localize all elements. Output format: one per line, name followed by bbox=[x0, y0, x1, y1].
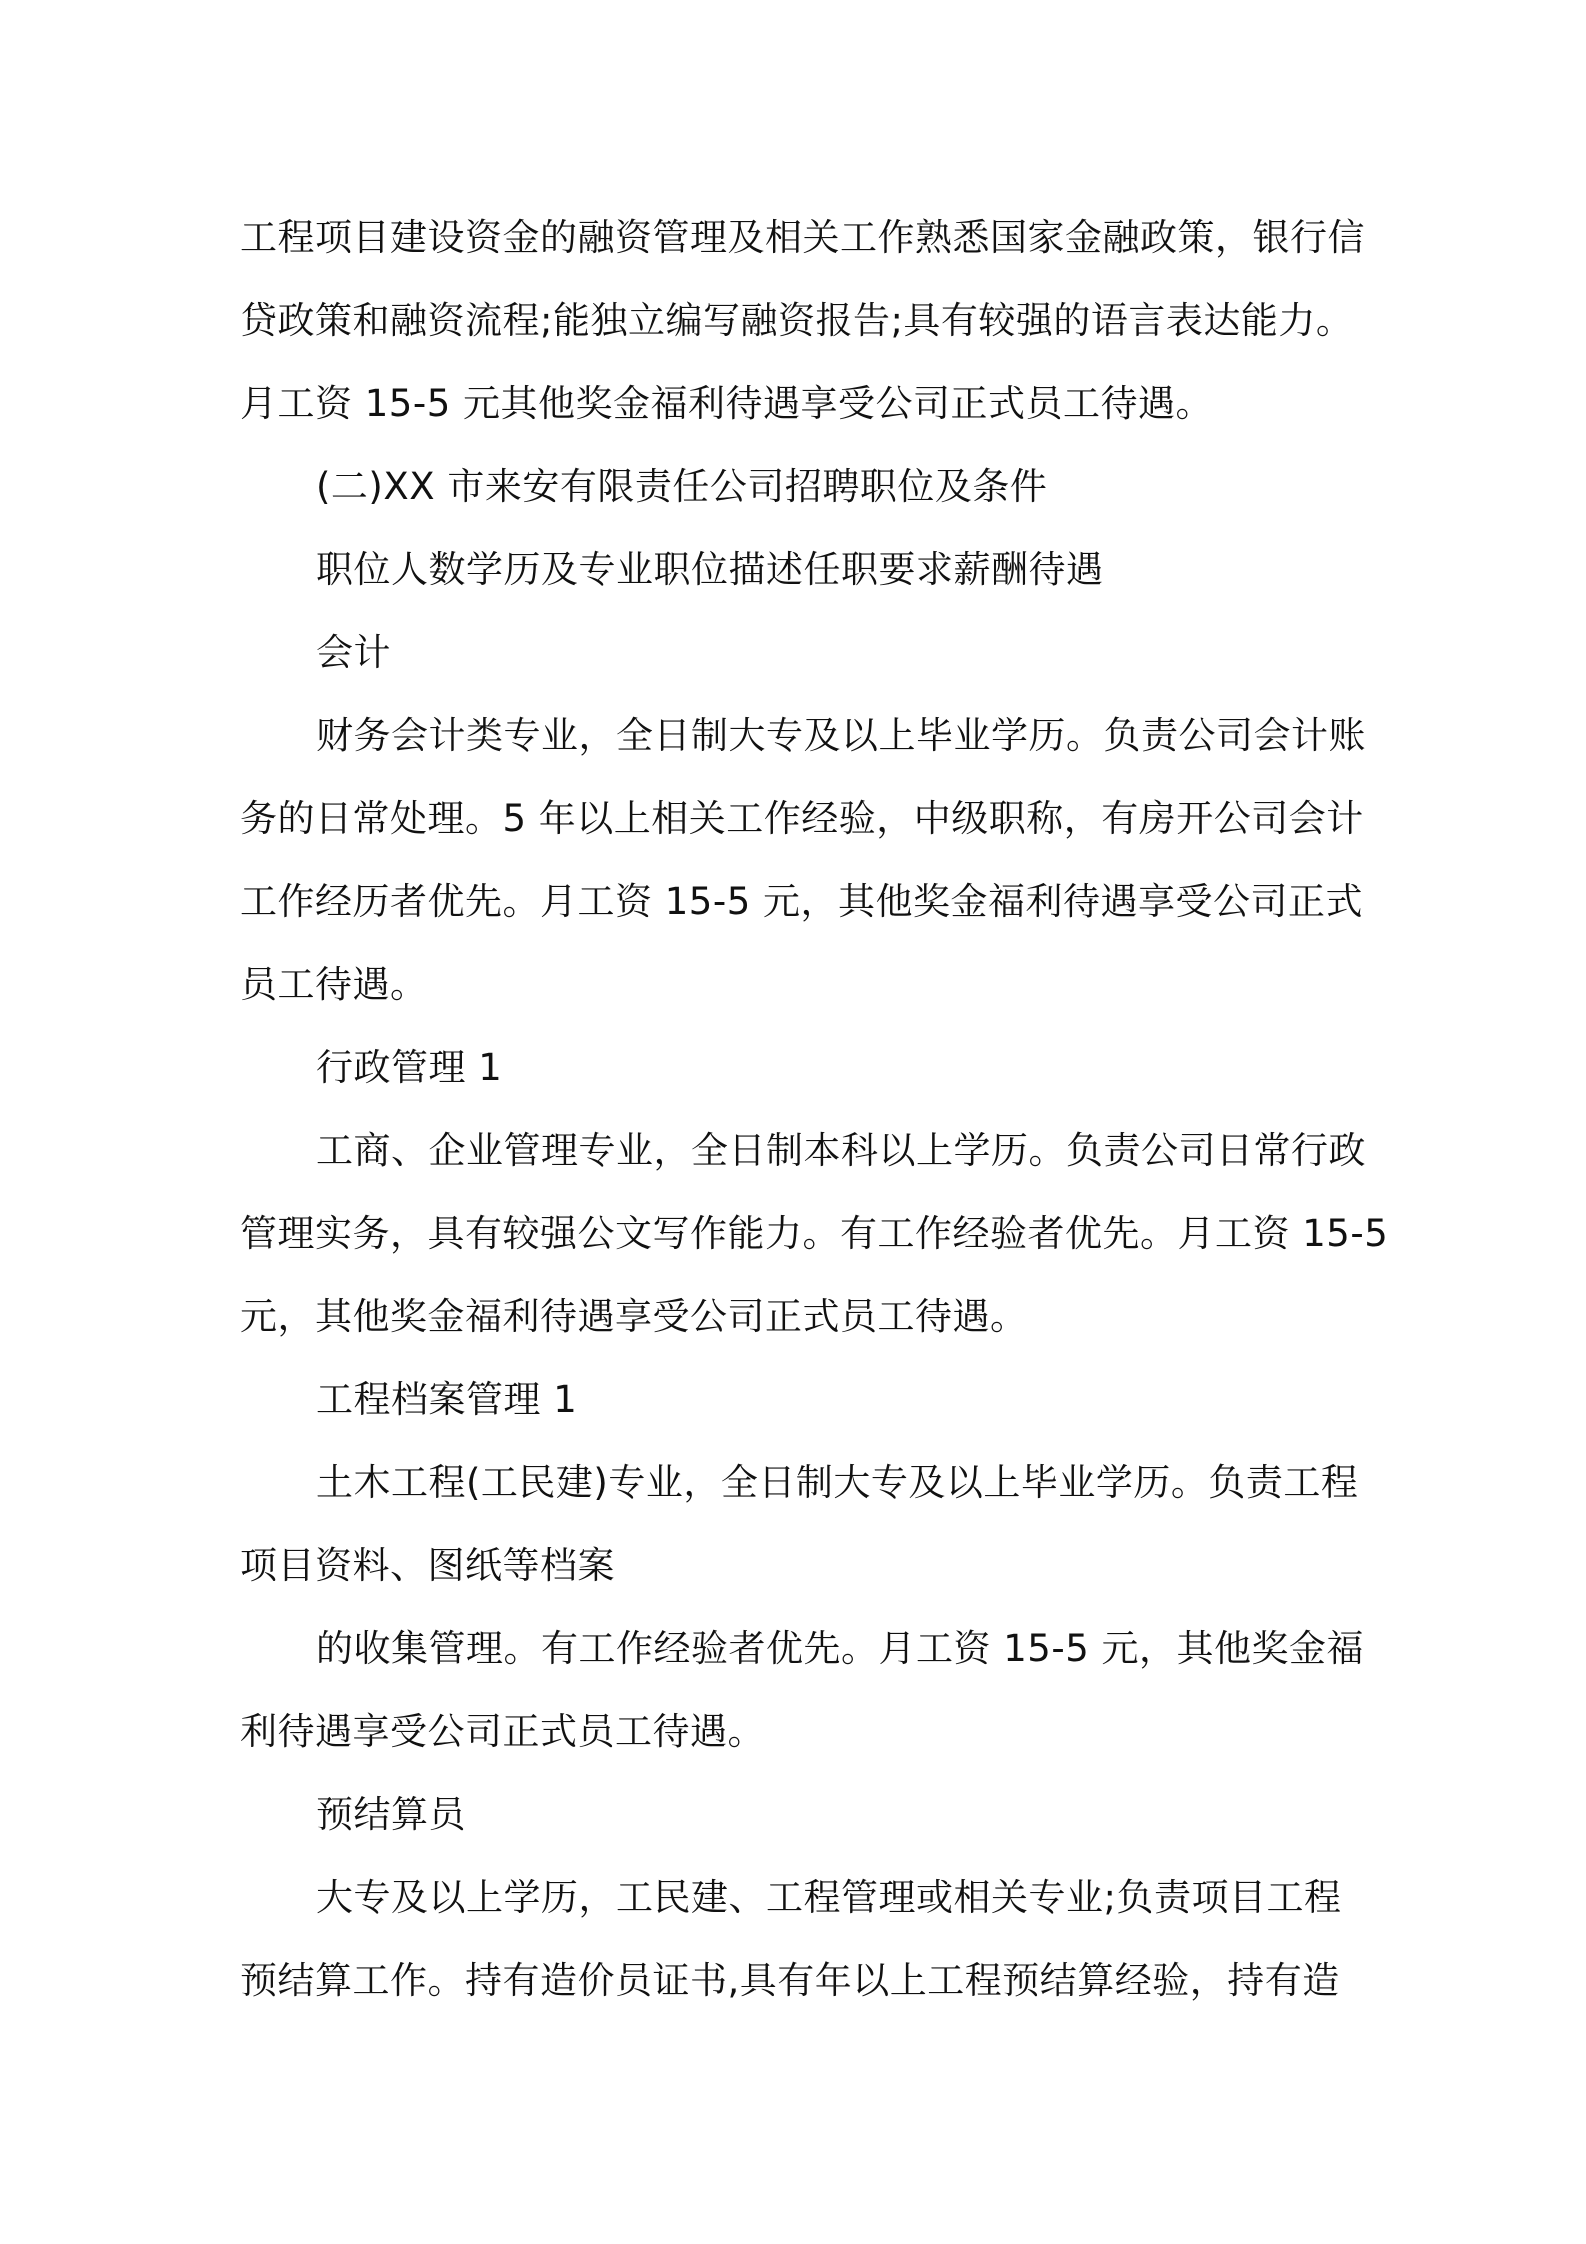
text-line-10: 员工待遇。 bbox=[240, 963, 428, 1006]
position-title-estimator: 预结算员 bbox=[316, 1793, 466, 1836]
text-line-2: 贷政策和融资流程;能独立编写融资报告;具有较强的语言表达能力。 bbox=[240, 299, 1354, 342]
text-line-18: 的收集管理。有工作经验者优先。月工资 15-5 元，其他奖金福 bbox=[316, 1627, 1364, 1670]
text-line-13: 管理实务，具有较强公文写作能力。有工作经验者优先。月工资 15-5 bbox=[240, 1212, 1389, 1255]
text-line-21: 大专及以上学历，工民建、工程管理或相关专业;负责项目工程 bbox=[316, 1876, 1342, 1919]
text-line-8: 务的日常处理。5 年以上相关工作经验，中级职称，有房开公司会计 bbox=[240, 797, 1364, 840]
text-line-14: 元，其他奖金福利待遇享受公司正式员工待遇。 bbox=[240, 1295, 1028, 1338]
position-title-admin: 行政管理 1 bbox=[316, 1046, 503, 1089]
text-line-7: 财务会计类专业，全日制大专及以上毕业学历。负责公司会计账 bbox=[316, 714, 1366, 757]
text-line-12: 工商、企业管理专业，全日制本科以上学历。负责公司日常行政 bbox=[316, 1129, 1366, 1172]
text-line-19: 利待遇享受公司正式员工待遇。 bbox=[240, 1710, 765, 1753]
position-title-accountant: 会计 bbox=[316, 631, 391, 674]
text-line-16: 土木工程(工民建)专业，全日制大专及以上毕业学历。负责工程 bbox=[316, 1461, 1359, 1504]
section-heading: (二)XX 市来安有限责任公司招聘职位及条件 bbox=[316, 465, 1048, 508]
text-line-9: 工作经历者优先。月工资 15-5 元，其他奖金福利待遇享受公司正式 bbox=[240, 880, 1363, 923]
document-page bbox=[240, 196, 1389, 2022]
text-line-17: 项目资料、图纸等档案 bbox=[240, 1544, 615, 1587]
text-line-22: 预结算工作。持有造价员证书,具有年以上工程预结算经验，持有造 bbox=[240, 1959, 1340, 2002]
text-line-3: 月工资 15-5 元其他奖金福利待遇享受公司正式员工待遇。 bbox=[240, 382, 1213, 425]
table-header-line: 职位人数学历及专业职位描述任职要求薪酬待遇 bbox=[316, 548, 1104, 591]
text-line-1: 工程项目建设资金的融资管理及相关工作熟悉国家金融政策，银行信 bbox=[240, 216, 1365, 259]
position-title-archives: 工程档案管理 1 bbox=[316, 1378, 578, 1421]
